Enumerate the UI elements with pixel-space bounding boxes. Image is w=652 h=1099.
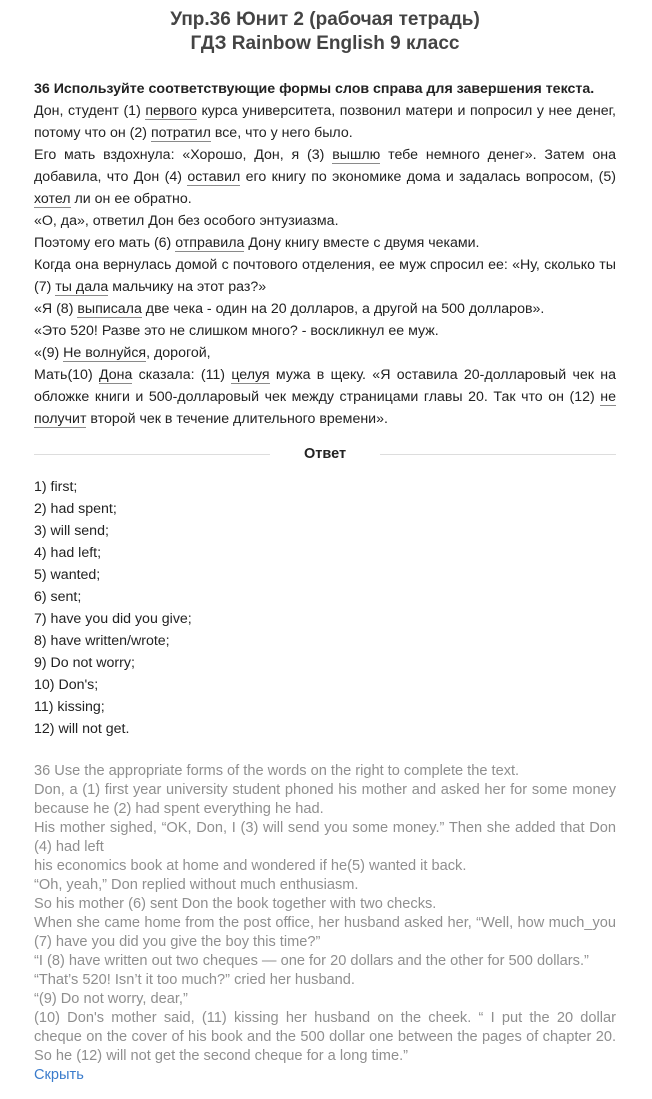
underlined-word: ты дала [55,279,109,295]
text-run: мальчику на этот раз?» [108,279,267,295]
translation-line: His mother sighed, “OK, Don, I (3) will send you some money.” Then she added that Don (4) had left [34,820,616,855]
translation-line: Don, a (1) first year university student phoned his mother and asked her for some money because he (2) had spent everything he had. [34,782,616,817]
exercise-paragraph-5 [34,254,616,298]
text-run: курса университета, позвонил матери и попросил у нее денег, потому что он (2) [34,103,616,141]
text-run: его книгу по экономике дома и задалась вопросом, (5) [240,169,617,185]
answer-item: 9) Do not worry; [34,655,135,671]
text-run: , дорогой, [146,345,211,361]
underlined-word: хотел [34,191,71,207]
exercise-paragraph-6 [34,298,616,320]
page-title-line-2: ГДЗ Rainbow English 9 класс [190,33,460,54]
answer-list [34,476,616,740]
divider-line [34,454,270,455]
exercise-paragraph-3: «О, да», ответил Дон без особого энтузиазма. [34,213,339,229]
text-run: Дону книгу вместе с двумя чеками. [244,235,480,251]
underlined-word: Не волнуйся [63,345,147,361]
text-run: Когда она вернулась домой с почтового отделения, ее муж спросил ее: «Ну, сколько ты (7) [34,257,616,295]
underlined-word: оставил [187,169,241,185]
answer-divider [34,443,616,465]
translation-line: “I (8) have written out two cheques — one for 20 dollars and the other for 500 dollars.” [34,953,589,969]
divider-line [380,454,616,455]
answer-item: 7) have you did you give; [34,611,192,627]
exercise-text [34,78,616,430]
underlined-word: первого [145,103,197,119]
page-title-line-1: Упр.36 Юнит 2 (рабочая тетрадь) [170,9,480,30]
exercise-paragraph-7: «Это 520! Разве это не слишком много? - воскликнул ее муж. [34,323,439,339]
underlined-word: отправила [175,235,245,251]
answer-item: 3) will send; [34,523,109,539]
page-content [34,0,616,1085]
translation-line: 36 Use the appropriate forms of the words on the right to complete the text. [34,763,520,779]
english-translation [34,762,616,1085]
page-title [34,0,616,56]
answer-item: 10) Don's; [34,677,99,693]
translation-line: his economics book at home and wondered if he(5) wanted it back. [34,858,467,874]
answer-item: 5) wanted; [34,567,101,583]
underlined-word: не получит [34,389,616,427]
underlined-word: выписала [77,301,142,317]
text-run: две чека - один на 20 долларов, а другой на 500 долларов». [141,301,545,317]
text-run: «Я (8) [34,301,78,317]
text-run: тебе немного денег». Затем она добавила, что Дон (4) [34,147,616,185]
answer-item: 12) will not get. [34,721,130,737]
translation-line: So his mother (6) sent Don the book together with two checks. [34,896,437,912]
underlined-word: потратил [150,125,211,141]
text-run: Мать(10) [34,367,99,383]
translation-line: “(9) Do not worry, dear,” [34,991,188,1007]
underlined-word: целуя [231,367,270,383]
answer-item: 4) had left; [34,545,102,561]
text-run: второй чек в течение длительного времени». [86,411,388,427]
answer-label: Ответ [303,446,347,462]
text-run: все, что у него было. [210,125,353,141]
hide-translation-link[interactable]: Скрыть [34,1067,84,1083]
text-run: Его мать вздохнула: «Хорошо, Дон, я (3) [34,147,333,163]
translation-line: (10) Don's mother said, (11) kissing her husband on the cheek. “ I put the 20 dollar cheque on the cover of his book and the 500 dollar one between the pages of chapter 20. So he (12) will not get the second cheque for a long time.” [34,1010,616,1064]
underlined-word: вышлю [332,147,381,163]
answer-item: 11) kissing; [34,699,105,715]
exercise-paragraph-9 [34,364,616,430]
translation-line: “That’s 520! Isn’t it too much?” cried her husband. [34,972,355,988]
underlined-word: Дона [98,367,133,383]
text-run: сказала: (11) [132,367,232,383]
translation-line: “Oh, yeah,” Don replied without much enthusiasm. [34,877,359,893]
exercise-paragraph-4 [34,232,616,254]
text-run: Поэтому его мать (6) [34,235,176,251]
answer-item: 1) first; [34,479,78,495]
answer-item: 2) had spent; [34,501,117,517]
answer-item: 8) have written/wrote; [34,633,170,649]
text-run: «(9) [34,345,64,361]
translation-line: When she came home from the post office, her husband asked her, “Well, how much_you (7) have you did you give the boy this time?” [34,915,616,950]
text-run: Дон, студент (1) [34,103,146,119]
text-run: мужа в щеку. «Я оставила 20-долларовый чек на обложке книги и 500-долларовый чек между страницами главы 20. Так что он (12) [34,367,616,405]
exercise-paragraph-2 [34,144,616,210]
exercise-paragraph-1 [34,100,616,144]
text-run: ли он ее обратно. [70,191,192,207]
exercise-heading: 36 Используйте соответствующие формы слов справа для завершения текста. [34,81,595,97]
answer-item: 6) sent; [34,589,82,605]
exercise-paragraph-8 [34,342,616,364]
